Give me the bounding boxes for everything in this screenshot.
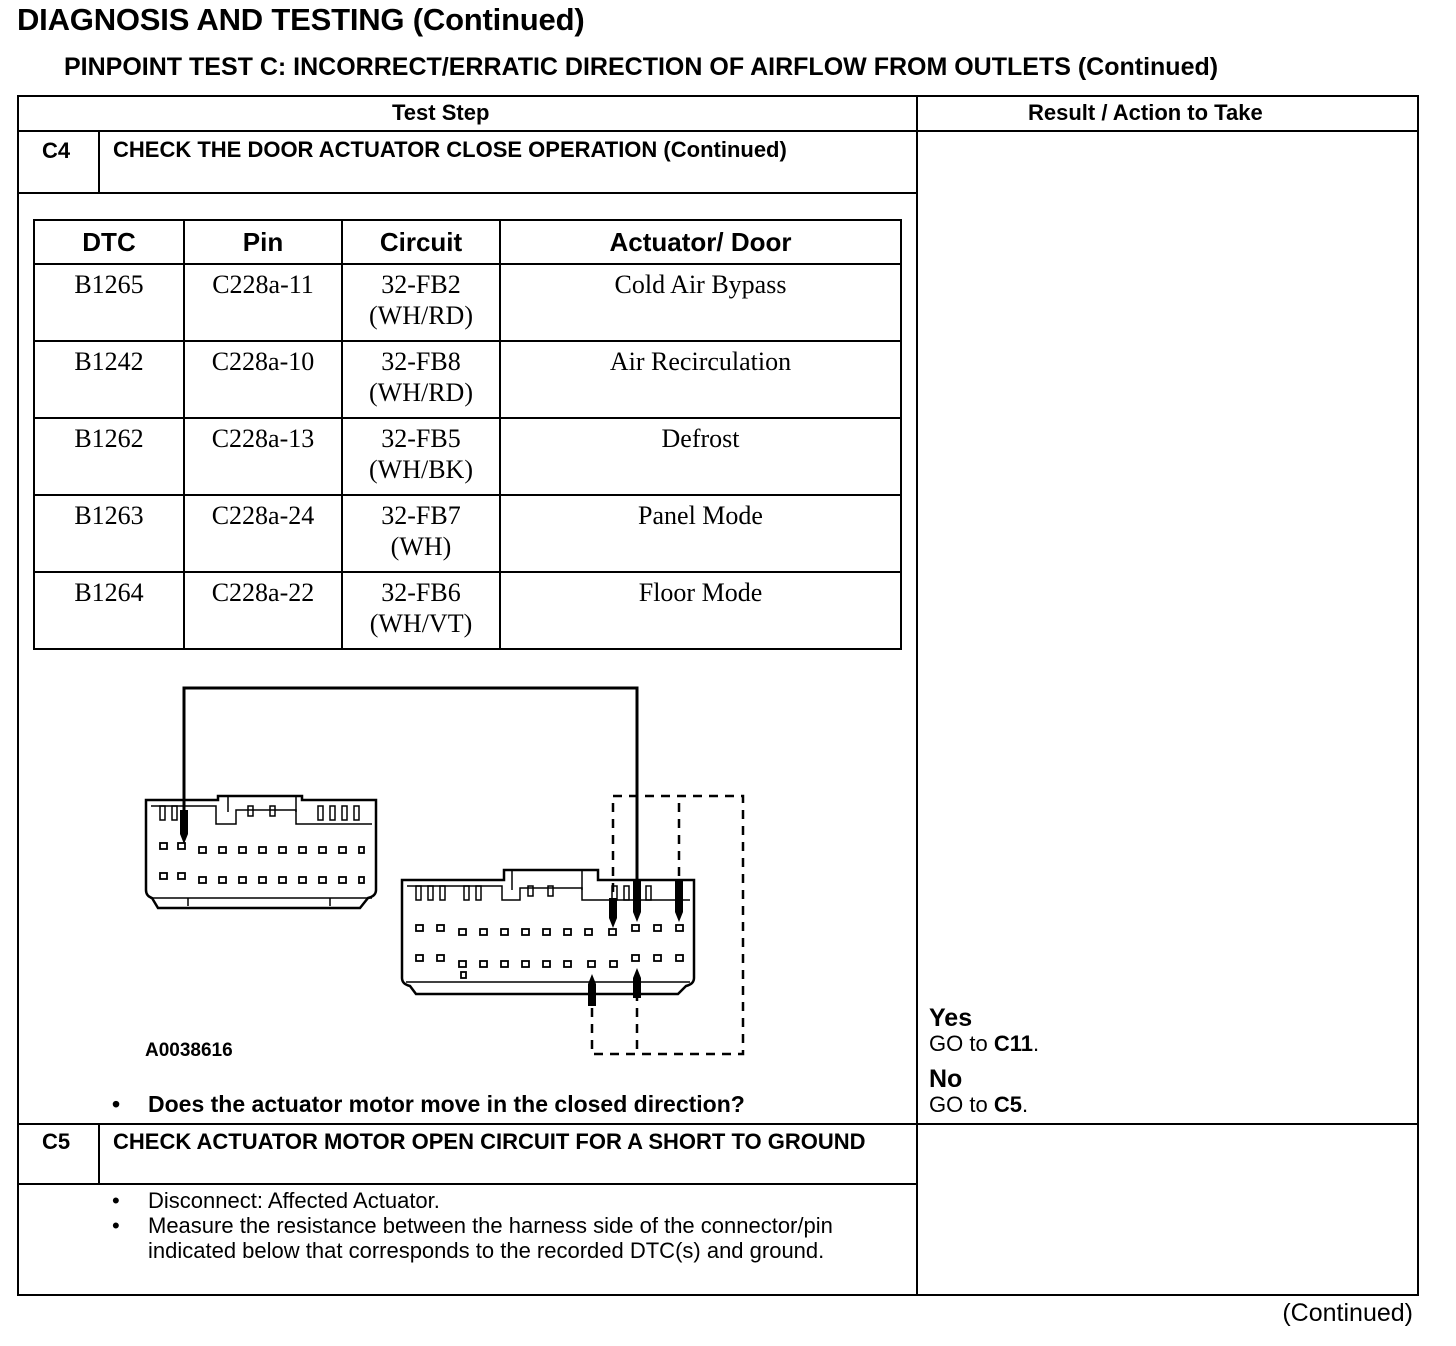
probe-arrow: [633, 880, 641, 922]
probe-arrow: [588, 974, 596, 1006]
test-step-column-header: Test Step: [392, 100, 490, 125]
jumper-wire: [184, 688, 637, 900]
pin-cell: C228a-11: [184, 264, 342, 341]
wire-color: (WH/RD): [369, 301, 473, 330]
dtc-cell: B1262: [34, 418, 184, 495]
no-action-prefix: GO to: [929, 1092, 988, 1117]
circuit-code: 32-FB8: [381, 347, 461, 376]
step-c4-title: CHECK THE DOOR ACTUATOR CLOSE OPERATION (Continued): [113, 137, 787, 162]
wire-color: (WH/BK): [369, 455, 473, 484]
question-text: Does the actuator motor move in the closed direction?: [148, 1091, 745, 1117]
circuit-header: Circuit: [342, 220, 500, 264]
no-action: [929, 1093, 1039, 1117]
list-item: [112, 1188, 902, 1213]
result-action-column-header: Result / Action to Take: [1028, 100, 1263, 125]
door-cell: Floor Mode: [500, 572, 901, 649]
step-c4-results: [929, 1005, 1039, 1117]
step-c5-instructions: [112, 1188, 902, 1263]
yes-label: Yes: [929, 1004, 973, 1032]
continued-note: (Continued): [1282, 1299, 1413, 1327]
dtc-cell: B1264: [34, 572, 184, 649]
wire-color: (WH): [390, 532, 452, 561]
period: .: [1032, 1031, 1040, 1056]
step-c4-question: [112, 1091, 745, 1118]
step-c5-title: CHECK ACTUATOR MOTOR OPEN CIRCUIT FOR A SHORT TO GROUND: [113, 1129, 866, 1154]
actuator-door-header: Actuator/ Door: [500, 220, 901, 264]
bullet: •: [112, 1188, 120, 1213]
yes-action: [929, 1032, 1039, 1056]
probe-arrow: [609, 898, 617, 928]
no-label: No: [929, 1065, 963, 1093]
dtc-header: DTC: [34, 220, 184, 264]
page-subtitle: PINPOINT TEST C: INCORRECT/ERRATIC DIRECTION OF AIRFLOW FROM OUTLETS (Continued): [64, 53, 1219, 81]
wire-color: (WH/VT): [369, 609, 473, 638]
period: .: [1021, 1092, 1029, 1117]
right-connector: [402, 870, 694, 994]
door-cell: Defrost: [500, 418, 901, 495]
probe-leads: [592, 796, 743, 1054]
no-target[interactable]: C5: [993, 1092, 1022, 1117]
door-cell: Panel Mode: [500, 495, 901, 572]
pin-header: Pin: [184, 220, 342, 264]
circuit-code: 32-FB6: [381, 578, 461, 607]
list-item: [112, 1213, 902, 1263]
pin-cell: C228a-24: [184, 495, 342, 572]
bullet: •: [112, 1213, 120, 1238]
list-item-text: Disconnect: Affected Actuator.: [148, 1188, 440, 1213]
step-c5-id: C5: [42, 1129, 71, 1154]
pin-cell: C228a-13: [184, 418, 342, 495]
circuit-code: 32-FB5: [381, 424, 461, 453]
door-cell: Air Recirculation: [500, 341, 901, 418]
list-item-text: Measure the resistance between the harness side of the connector/pin indicated below that corresponds to the recorded DTC(s) and ground.: [148, 1213, 833, 1263]
circuit-code: 32-FB2: [381, 270, 461, 299]
dtc-cell: B1265: [34, 264, 184, 341]
wire-color: (WH/RD): [369, 378, 473, 407]
door-cell: Cold Air Bypass: [500, 264, 901, 341]
page-title: DIAGNOSIS AND TESTING (Continued): [17, 2, 585, 37]
probe-arrow: [180, 810, 188, 844]
figure-id: A0038616: [145, 1040, 233, 1061]
pin-cell: C228a-10: [184, 341, 342, 418]
dtc-cell: B1263: [34, 495, 184, 572]
dtc-cell: B1242: [34, 341, 184, 418]
yes-action-prefix: GO to: [929, 1031, 988, 1056]
bullet: •: [112, 1091, 121, 1117]
pin-cell: C228a-22: [184, 572, 342, 649]
probe-arrow: [633, 968, 641, 998]
step-c4-id: C4: [42, 138, 71, 163]
yes-target[interactable]: C11: [993, 1031, 1033, 1056]
probe-arrow: [675, 880, 683, 922]
circuit-code: 32-FB7: [381, 501, 461, 530]
